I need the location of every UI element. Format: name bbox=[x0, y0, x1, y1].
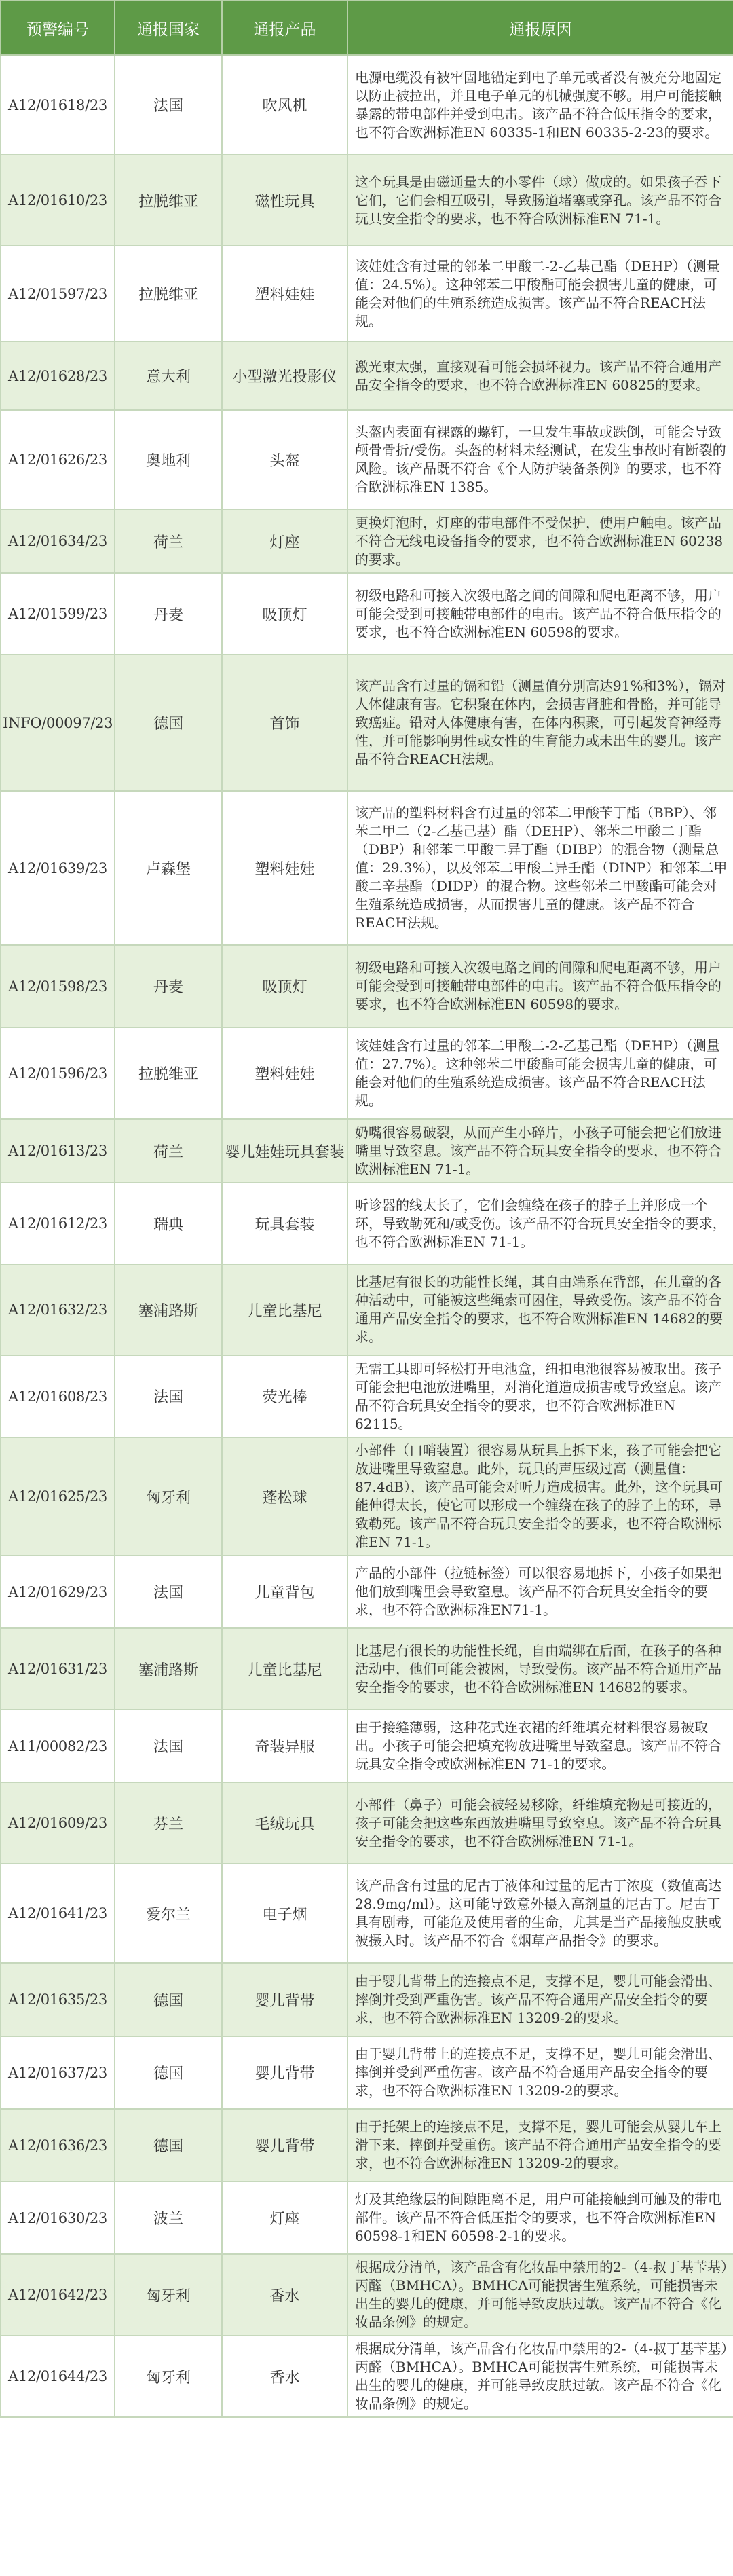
cell-country: 法国 bbox=[115, 1355, 222, 1437]
cell-country: 法国 bbox=[115, 1710, 222, 1782]
cell-code: A12/01644/23 bbox=[1, 2336, 115, 2417]
cell-reason: 初级电路和可接入次级电路之间的间隙和爬电距离不够，用户可能会受到可接触带电部件的电击。该产品不符合低压指令的要求，也不符合欧洲标准EN 60598的要求。 bbox=[347, 945, 733, 1027]
table-row bbox=[1, 2182, 733, 2254]
cell-product: 蓬松球 bbox=[222, 1437, 347, 1556]
cell-code: A12/01639/23 bbox=[1, 791, 115, 945]
header-product: 通报产品 bbox=[222, 1, 347, 55]
cell-country: 匈牙利 bbox=[115, 2254, 222, 2336]
header-row bbox=[1, 1, 733, 55]
cell-code: A12/01630/23 bbox=[1, 2182, 115, 2254]
cell-reason: 电源电缆没有被牢固地锚定到电子单元或者没有被充分地固定以防止被拉出，并且电子单元的机械强度不够。用户可能接触暴露的带电部件并受到电击。该产品不符合低压指令的要求，也不符合欧洲标准EN 60335-1和EN 60335-2-23的要求。 bbox=[347, 55, 733, 155]
cell-product: 灯座 bbox=[222, 509, 347, 573]
cell-code: A12/01634/23 bbox=[1, 509, 115, 573]
cell-product: 塑料娃娃 bbox=[222, 1027, 347, 1119]
header-country: 通报国家 bbox=[115, 1, 222, 55]
cell-country: 匈牙利 bbox=[115, 1437, 222, 1556]
cell-reason: 该产品含有过量的尼古丁液体和过量的尼古丁浓度（数值高达28.9mg/ml）。这可能导致意外摄入高剂量的尼古丁。尼古丁具有剧毒，可能危及使用者的生命，尤其是当产品接触皮肤或被摄入时。该产品不符合《烟草产品指令》的要求。 bbox=[347, 1864, 733, 1963]
cell-product: 首饰 bbox=[222, 655, 347, 791]
cell-reason: 小部件（鼻子）可能会被轻易移除，纤维填充物是可接近的，孩子可能会把这些东西放进嘴里导致窒息。该产品不符合玩具安全指令的要求，也不符合欧洲标准EN 71-1。 bbox=[347, 1782, 733, 1864]
cell-country: 丹麦 bbox=[115, 573, 222, 655]
table-row bbox=[1, 2036, 733, 2109]
cell-product: 婴儿背带 bbox=[222, 2109, 347, 2182]
cell-code: A12/01635/23 bbox=[1, 1963, 115, 2036]
table-row bbox=[1, 1119, 733, 1183]
cell-code: A12/01596/23 bbox=[1, 1027, 115, 1119]
table-row bbox=[1, 1864, 733, 1963]
cell-country: 丹麦 bbox=[115, 945, 222, 1027]
cell-code: A12/01642/23 bbox=[1, 2254, 115, 2336]
table-row bbox=[1, 155, 733, 246]
cell-reason: 由于接缝薄弱，这种花式连衣裙的纤维填充材料很容易被取出。小孩子可能会把填充物放进嘴里导致窒息。该产品不符合玩具安全指令或欧洲标准EN 71-1的要求。 bbox=[347, 1710, 733, 1782]
table-row bbox=[1, 1963, 733, 2036]
cell-country: 意大利 bbox=[115, 342, 222, 410]
cell-reason: 比基尼有很长的功能性长绳，其自由端系在背部，在儿童的各种活动中，可能被这些绳索可困住，导致受伤。该产品不符合通用产品安全指令的要求，也不符合欧洲标准EN 14682的要求。 bbox=[347, 1264, 733, 1355]
cell-country: 德国 bbox=[115, 655, 222, 791]
cell-product: 婴儿背带 bbox=[222, 2036, 347, 2109]
cell-code: A12/01632/23 bbox=[1, 1264, 115, 1355]
cell-country: 法国 bbox=[115, 1556, 222, 1628]
cell-reason: 头盔内表面有裸露的螺钉，一旦发生事故或跌倒，可能会导致颅骨骨折/受伤。头盔的材料未经测试，在发生事故时有断裂的风险。该产品既不符合《个人防护装备条例》的要求，也不符合欧洲标准EN 1385。 bbox=[347, 410, 733, 509]
cell-product: 儿童背包 bbox=[222, 1556, 347, 1628]
cell-code: A12/01636/23 bbox=[1, 2109, 115, 2182]
cell-product: 奇装异服 bbox=[222, 1710, 347, 1782]
table-row bbox=[1, 1556, 733, 1628]
header-code: 预警编号 bbox=[1, 1, 115, 55]
cell-code: A12/01610/23 bbox=[1, 155, 115, 246]
cell-product: 玩具套装 bbox=[222, 1183, 347, 1264]
cell-country: 奥地利 bbox=[115, 410, 222, 509]
table-row bbox=[1, 246, 733, 342]
cell-reason: 由于托架上的连接点不足，支撑不足，婴儿可能会从婴儿车上滑下来，摔倒并受重伤。该产品不符合通用产品安全指令的要求，也不符合欧洲标准EN 13209-2的要求。 bbox=[347, 2109, 733, 2182]
cell-country: 拉脱维亚 bbox=[115, 246, 222, 342]
table-row bbox=[1, 2254, 733, 2336]
cell-reason: 听诊器的线太长了，它们会缠绕在孩子的脖子上并形成一个环，导致勒死和/或受伤。该产品不符合玩具安全指令的要求，也不符合欧洲标准EN 71-1。 bbox=[347, 1183, 733, 1264]
cell-country: 德国 bbox=[115, 2109, 222, 2182]
table-row bbox=[1, 945, 733, 1027]
cell-product: 小型激光投影仪 bbox=[222, 342, 347, 410]
table-row bbox=[1, 342, 733, 410]
cell-reason: 无需工具即可轻松打开电池盒，纽扣电池很容易被取出。孩子可能会把电池放进嘴里，对消化道造成损害或导致窒息。该产品不符合玩具安全指令的要求，也不符合欧洲标准EN 62115。 bbox=[347, 1355, 733, 1437]
cell-country: 法国 bbox=[115, 55, 222, 155]
cell-product: 灯座 bbox=[222, 2182, 347, 2254]
cell-product: 吸顶灯 bbox=[222, 945, 347, 1027]
cell-code: A12/01629/23 bbox=[1, 1556, 115, 1628]
cell-country: 拉脱维亚 bbox=[115, 1027, 222, 1119]
cell-reason: 该产品的塑料材料含有过量的邻苯二甲酸苄丁酯（BBP）、邻苯二甲二（2-乙基己基）酯（DEHP）、邻苯二甲酸二丁酯（DBP）和邻苯二甲酸二异丁酯（DIBP）的混合物（测量总值：29.3%），以及邻苯二甲酸二异壬酯（DINP）和邻苯二甲酸二辛基酯（DIDP）的混合物。这些邻苯二甲酸酯可能会对生殖系统造成损害，从而损害儿童的健康。该产品不符合REACH法规。 bbox=[347, 791, 733, 945]
cell-code: A12/01626/23 bbox=[1, 410, 115, 509]
cell-code: A12/01609/23 bbox=[1, 1782, 115, 1864]
cell-country: 塞浦路斯 bbox=[115, 1628, 222, 1710]
cell-country: 芬兰 bbox=[115, 1782, 222, 1864]
cell-country: 卢森堡 bbox=[115, 791, 222, 945]
table-row bbox=[1, 1027, 733, 1119]
cell-code: A12/01618/23 bbox=[1, 55, 115, 155]
cell-code: A12/01597/23 bbox=[1, 246, 115, 342]
cell-country: 瑞典 bbox=[115, 1183, 222, 1264]
cell-product: 塑料娃娃 bbox=[222, 246, 347, 342]
cell-reason: 灯及其绝缘层的间隙距离不足，用户可能接触到可触及的带电部件。该产品不符合低压指令的要求，也不符合欧洲标准EN 60598-1和EN 60598-2-1的要求。 bbox=[347, 2182, 733, 2254]
cell-product: 荧光棒 bbox=[222, 1355, 347, 1437]
table-row bbox=[1, 1355, 733, 1437]
cell-product: 婴儿背带 bbox=[222, 1963, 347, 2036]
table-row bbox=[1, 655, 733, 791]
cell-code: A12/01613/23 bbox=[1, 1119, 115, 1183]
cell-country: 荷兰 bbox=[115, 1119, 222, 1183]
cell-product: 电子烟 bbox=[222, 1864, 347, 1963]
table-row bbox=[1, 1710, 733, 1782]
cell-country: 塞浦路斯 bbox=[115, 1264, 222, 1355]
cell-reason: 奶嘴很容易破裂，从而产生小碎片，小孩子可能会把它们放进嘴里导致窒息。该产品不符合玩具安全指令的要求，也不符合欧洲标准EN 71-1。 bbox=[347, 1119, 733, 1183]
cell-country: 匈牙利 bbox=[115, 2336, 222, 2417]
table-row bbox=[1, 509, 733, 573]
cell-code: A12/01625/23 bbox=[1, 1437, 115, 1556]
cell-reason: 这个玩具是由磁通量大的小零件（球）做成的。如果孩子吞下它们，它们会相互吸引，导致肠道堵塞或穿孔。该产品不符合玩具安全指令的要求，也不符合欧洲标准EN 71-1。 bbox=[347, 155, 733, 246]
table-row bbox=[1, 2336, 733, 2417]
cell-reason: 该娃娃含有过量的邻苯二甲酸二-2-乙基己酯（DEHP）（测量值：24.5%）。这种邻苯二甲酸酯可能会损害儿童的健康，可能会对他们的生殖系统造成损害。该产品不符合REACH法规。 bbox=[347, 246, 733, 342]
table-row bbox=[1, 410, 733, 509]
cell-reason: 根据成分清单，该产品含有化妆品中禁用的2-（4-叔丁基苄基）丙醛（BMHCA）。BMHCA可能损害生殖系统，可能损害未出生的婴儿的健康，并可能导致皮肤过敏。该产品不符合《化妆品条例》的规定。 bbox=[347, 2254, 733, 2336]
cell-code: A12/01599/23 bbox=[1, 573, 115, 655]
table-row bbox=[1, 1183, 733, 1264]
table-row bbox=[1, 55, 733, 155]
cell-code: A11/00082/23 bbox=[1, 1710, 115, 1782]
cell-code: A12/01598/23 bbox=[1, 945, 115, 1027]
cell-code: A12/01637/23 bbox=[1, 2036, 115, 2109]
cell-product: 吹风机 bbox=[222, 55, 347, 155]
cell-reason: 产品的小部件（拉链标签）可以很容易地拆下，小孩子如果把他们放到嘴里会导致窒息。该产品不符合玩具安全指令的要求，也不符合欧洲标准EN71-1。 bbox=[347, 1556, 733, 1628]
table-row bbox=[1, 2109, 733, 2182]
cell-product: 香水 bbox=[222, 2336, 347, 2417]
cell-product: 吸顶灯 bbox=[222, 573, 347, 655]
header-reason: 通报原因 bbox=[347, 1, 733, 55]
cell-code: A12/01608/23 bbox=[1, 1355, 115, 1437]
cell-code: A12/01628/23 bbox=[1, 342, 115, 410]
cell-reason: 由于婴儿背带上的连接点不足，支撑不足，婴儿可能会滑出、摔倒并受到严重伤害。该产品不符合通用产品安全指令的要求，也不符合欧洲标准EN 13209-2的要求。 bbox=[347, 1963, 733, 2036]
cell-country: 波兰 bbox=[115, 2182, 222, 2254]
cell-reason: 初级电路和可接入次级电路之间的间隙和爬电距离不够，用户可能会受到可接触带电部件的电击。该产品不符合低压指令的要求，也不符合欧洲标准EN 60598的要求。 bbox=[347, 573, 733, 655]
cell-code: A12/01612/23 bbox=[1, 1183, 115, 1264]
cell-country: 爱尔兰 bbox=[115, 1864, 222, 1963]
cell-product: 磁性玩具 bbox=[222, 155, 347, 246]
cell-reason: 更换灯泡时，灯座的带电部件不受保护，使用户触电。该产品不符合无线电设备指令的要求，也不符合欧洲标准EN 60238的要求。 bbox=[347, 509, 733, 573]
table-row bbox=[1, 1437, 733, 1556]
cell-reason: 根据成分清单，该产品含有化妆品中禁用的2-（4-叔丁基苄基）丙醛（BMHCA）。BMHCA可能损害生殖系统，可能损害未出生的婴儿的健康，并可能导致皮肤过敏。该产品不符合《化妆品条例》的规定。 bbox=[347, 2336, 733, 2417]
cell-product: 婴儿娃娃玩具套装 bbox=[222, 1119, 347, 1183]
cell-product: 儿童比基尼 bbox=[222, 1628, 347, 1710]
table-body bbox=[1, 55, 733, 2417]
cell-country: 德国 bbox=[115, 1963, 222, 2036]
table-row bbox=[1, 1782, 733, 1864]
table-header bbox=[1, 1, 733, 55]
cell-country: 德国 bbox=[115, 2036, 222, 2109]
cell-product: 儿童比基尼 bbox=[222, 1264, 347, 1355]
cell-country: 拉脱维亚 bbox=[115, 155, 222, 246]
table-row bbox=[1, 1628, 733, 1710]
cell-product: 香水 bbox=[222, 2254, 347, 2336]
cell-code: A12/01641/23 bbox=[1, 1864, 115, 1963]
cell-reason: 由于婴儿背带上的连接点不足，支撑不足，婴儿可能会滑出、摔倒并受到严重伤害。该产品不符合通用产品安全指令的要求，也不符合欧洲标准EN 13209-2的要求。 bbox=[347, 2036, 733, 2109]
cell-code: INFO/00097/23 bbox=[1, 655, 115, 791]
table-row bbox=[1, 573, 733, 655]
cell-reason: 小部件（口哨装置）很容易从玩具上拆下来，孩子可能会把它放进嘴里导致窒息。此外，玩具的声压级过高（测量值：87.4dB），该产品可能会对听力造成损害。此外，这个玩具可能伸得太长，使它可以形成一个缠绕在孩子的脖子上的环，导致勒死。该产品不符合玩具安全指令的要求，也不符合欧洲标准EN 71-1。 bbox=[347, 1437, 733, 1556]
cell-reason: 该产品含有过量的镉和铅（测量值分别高达91%和3%），镉对人体健康有害。它积聚在体内，会损害肾脏和骨骼，并可能导致癌症。铅对人体健康有害，在体内积聚，可引起发育神经毒性，并可能影响男性或女性的生育能力或未出生的婴儿。该产品不符合REACH法规。 bbox=[347, 655, 733, 791]
cell-product: 塑料娃娃 bbox=[222, 791, 347, 945]
cell-reason: 比基尼有很长的功能性长绳，自由端绑在后面，在孩子的各种活动中，他们可能会被困，导致受伤。该产品不符合通用产品安全指令的要求，也不符合欧洲标准EN 14682的要求。 bbox=[347, 1628, 733, 1710]
cell-reason: 激光束太强，直接观看可能会损坏视力。该产品不符合通用产品安全指令的要求，也不符合欧洲标准EN 60825的要求。 bbox=[347, 342, 733, 410]
cell-country: 荷兰 bbox=[115, 509, 222, 573]
cell-code: A12/01631/23 bbox=[1, 1628, 115, 1710]
table-row bbox=[1, 791, 733, 945]
table-row bbox=[1, 1264, 733, 1355]
cell-reason: 该娃娃含有过量的邻苯二甲酸二-2-乙基己酯（DEHP）（测量值：27.7%）。这种邻苯二甲酸酯可能会损害儿童的健康，可能会对他们的生殖系统造成损害。该产品不符合REACH法规。 bbox=[347, 1027, 733, 1119]
cell-product: 头盔 bbox=[222, 410, 347, 509]
cell-product: 毛绒玩具 bbox=[222, 1782, 347, 1864]
